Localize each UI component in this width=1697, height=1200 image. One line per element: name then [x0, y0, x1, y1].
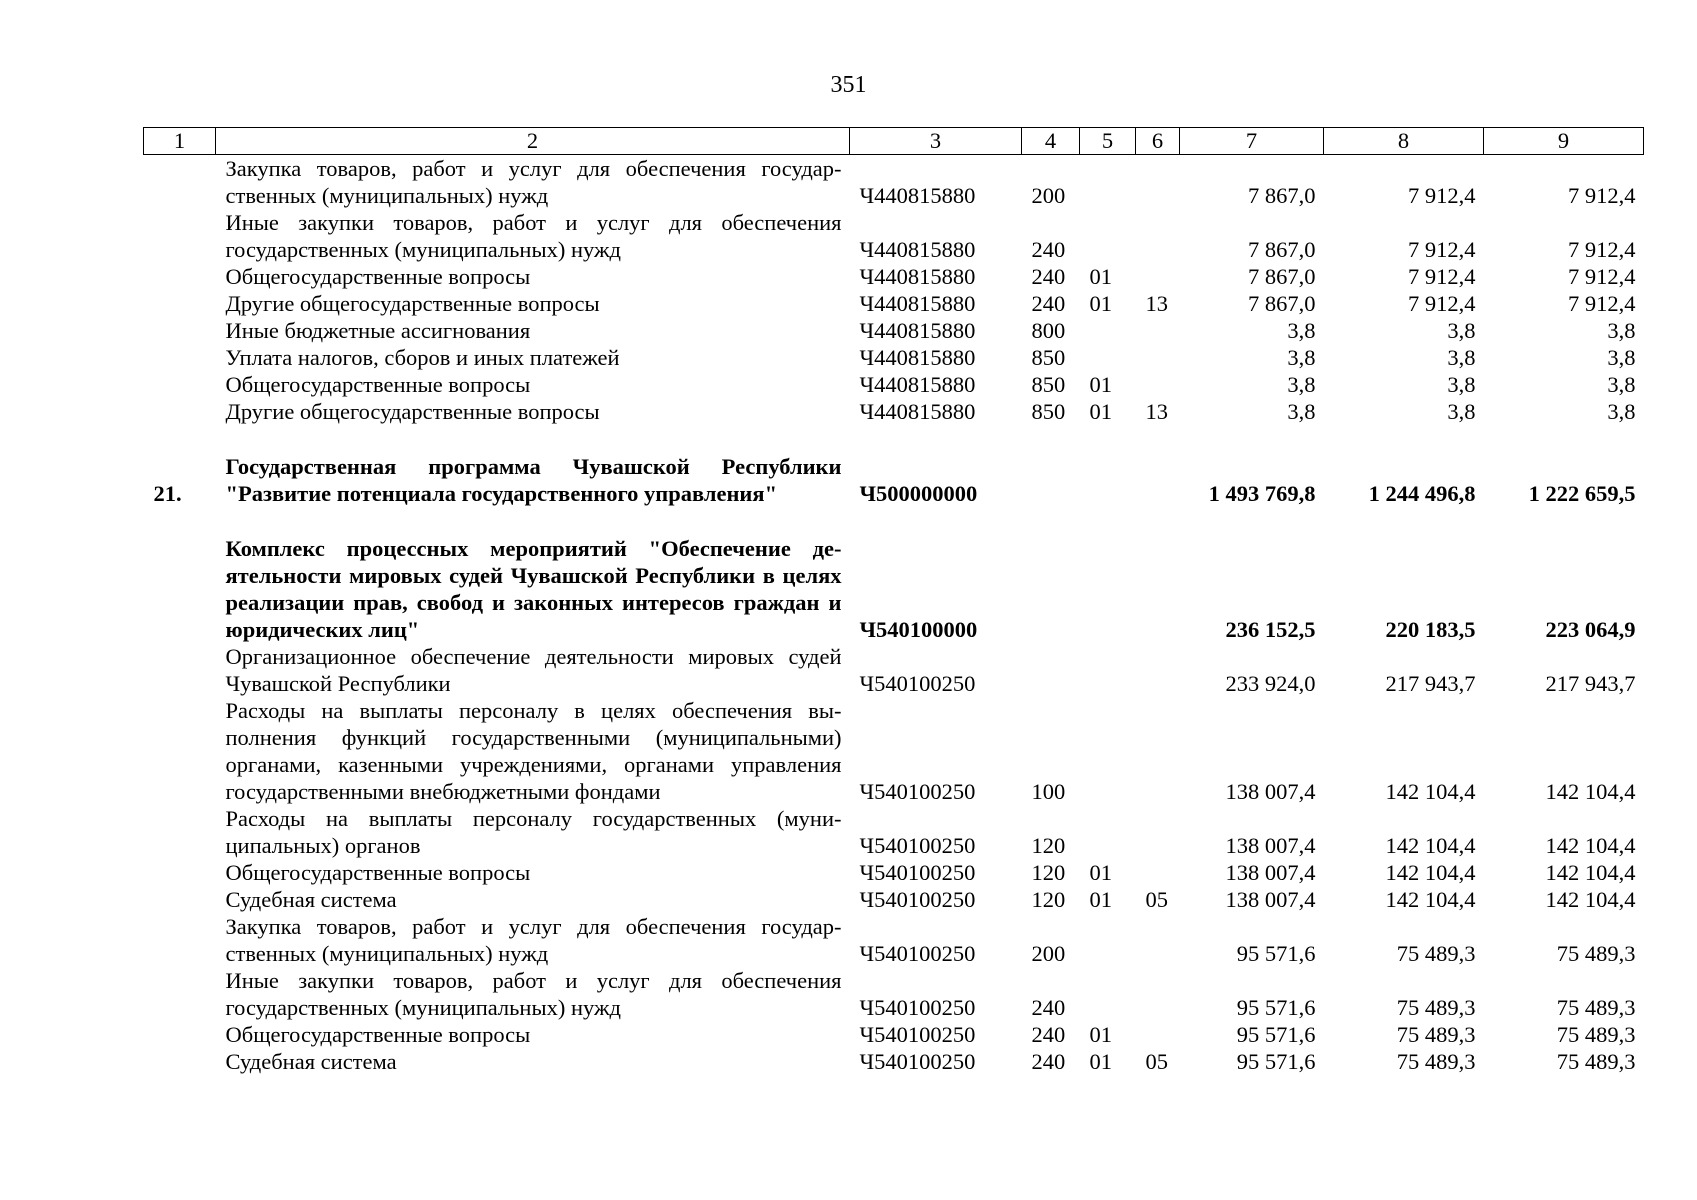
row-name: Общегосударственные вопросы — [225, 860, 531, 885]
table-row — [144, 859, 1644, 886]
amount-year-2: 220 183,5 — [1385, 617, 1476, 642]
amount-year-2: 7 912,4 — [1408, 237, 1476, 262]
subsection-code — [1136, 344, 1180, 371]
target-code: Ч440815880 — [859, 183, 976, 208]
header-col-7: 7 — [1180, 128, 1324, 155]
amount-year-2: 217 943,7 — [1385, 671, 1476, 696]
section-code — [1080, 317, 1136, 344]
target-code: Ч540100250 — [859, 671, 976, 696]
budget-table — [143, 127, 1644, 1075]
row-name: Закупка товаров, работ и услуг для обеспечения государственных (муниципальных) нужд — [225, 156, 842, 208]
amount-year-1: 233 924,0 — [1225, 671, 1316, 696]
subsection-code — [1136, 263, 1180, 290]
row-number — [144, 913, 216, 967]
amount-year-2: 7 912,4 — [1408, 183, 1476, 208]
subsection-code — [1136, 453, 1180, 507]
target-code: Ч540100250 — [859, 860, 976, 885]
amount-year-3: 3,8 — [1607, 399, 1636, 424]
table-row — [144, 371, 1644, 398]
target-code: Ч540100000 — [859, 617, 978, 642]
expense-group: 200 — [1031, 941, 1066, 966]
target-code: Ч540100250 — [859, 833, 976, 858]
row-number — [144, 1048, 216, 1075]
row-number — [144, 643, 216, 697]
row-name: Судебная система — [225, 1049, 397, 1074]
subsection-code — [1136, 967, 1180, 1021]
amount-year-3: 1 222 659,5 — [1528, 481, 1636, 506]
amount-year-2: 75 489,3 — [1396, 995, 1476, 1020]
target-code: Ч540100250 — [859, 1022, 976, 1047]
expense-group: 240 — [1031, 995, 1066, 1020]
amount-year-1: 7 867,0 — [1248, 264, 1316, 289]
subsection-code — [1136, 371, 1180, 398]
amount-year-2: 7 912,4 — [1408, 264, 1476, 289]
target-code: Ч500000000 — [859, 481, 978, 506]
subsection-code — [1136, 805, 1180, 859]
amount-year-2: 75 489,3 — [1396, 1049, 1476, 1074]
amount-year-3: 142 104,4 — [1545, 779, 1636, 804]
subsection-code: 05 — [1145, 1049, 1168, 1074]
subsection-code: 05 — [1145, 887, 1168, 912]
row-number — [144, 371, 216, 398]
amount-year-3: 142 104,4 — [1545, 860, 1636, 885]
amount-year-3: 7 912,4 — [1568, 264, 1636, 289]
amount-year-2: 3,8 — [1447, 318, 1476, 343]
table-row — [144, 967, 1644, 1021]
header-col-5: 5 — [1080, 128, 1136, 155]
amount-year-2: 142 104,4 — [1385, 860, 1476, 885]
table-row — [144, 344, 1644, 371]
section-code: 01 — [1089, 399, 1112, 424]
row-name: Уплата налогов, сборов и иных платежей — [225, 345, 620, 370]
table-body — [144, 155, 1644, 1076]
expense-group: 120 — [1031, 887, 1066, 912]
amount-year-3: 75 489,3 — [1556, 1049, 1636, 1074]
table-row — [144, 317, 1644, 344]
expense-group — [1022, 643, 1080, 697]
row-number — [144, 290, 216, 317]
page-number: 351 — [830, 72, 867, 98]
target-code: Ч540100250 — [859, 1049, 976, 1074]
section-code — [1080, 913, 1136, 967]
expense-group: 100 — [1031, 779, 1066, 804]
amount-year-2: 3,8 — [1447, 399, 1476, 424]
section-code: 01 — [1089, 1049, 1112, 1074]
row-name: Иные закупки товаров, работ и услуг для обеспечения государственных (муниципальных) нужд — [225, 968, 842, 1020]
row-name: Комплекс процессных мероприятий "Обеспечение деятельности мировых судей Чувашской Республики в целях реализации прав, свобод и законных интересов граждан и юридических лиц" — [225, 536, 842, 642]
table-row — [144, 1021, 1644, 1048]
section-code: 01 — [1089, 264, 1112, 289]
row-number — [144, 344, 216, 371]
section-code — [1080, 535, 1136, 643]
table-row — [144, 155, 1644, 210]
row-number — [144, 263, 216, 290]
amount-year-1: 3,8 — [1287, 399, 1316, 424]
section-code — [1080, 453, 1136, 507]
target-code: Ч440815880 — [859, 345, 976, 370]
section-code: 01 — [1089, 372, 1112, 397]
expense-group — [1022, 535, 1080, 643]
table-row — [144, 263, 1644, 290]
amount-year-2: 7 912,4 — [1408, 291, 1476, 316]
row-number — [144, 209, 216, 263]
table-row — [144, 209, 1644, 263]
row-name: Расходы на выплаты персоналу в целях обеспечения выполнения функций государственными (муниципальными) органами, казенными учреждениями, органами управления государственными внебюджетными фондами — [225, 698, 842, 804]
subsection-code — [1136, 317, 1180, 344]
expense-group: 240 — [1031, 237, 1066, 262]
subsection-code — [1136, 697, 1180, 805]
target-code: Ч540100250 — [859, 779, 976, 804]
section-code — [1080, 697, 1136, 805]
subsection-code — [1136, 155, 1180, 210]
section-code — [1080, 643, 1136, 697]
section-code — [1080, 155, 1136, 210]
row-name: Организационное обеспечение деятельности мировых судей Чувашской Республики — [225, 644, 842, 696]
amount-year-3: 3,8 — [1607, 345, 1636, 370]
amount-year-1: 138 007,4 — [1225, 887, 1316, 912]
subsection-code — [1136, 913, 1180, 967]
target-code: Ч440815880 — [859, 399, 976, 424]
row-number — [144, 859, 216, 886]
target-code: Ч440815880 — [859, 318, 976, 343]
table-row — [144, 805, 1644, 859]
amount-year-2: 3,8 — [1447, 372, 1476, 397]
target-code: Ч440815880 — [859, 237, 976, 262]
expense-group: 120 — [1031, 860, 1066, 885]
expense-group: 240 — [1031, 291, 1066, 316]
expense-group: 850 — [1031, 399, 1066, 424]
amount-year-2: 142 104,4 — [1385, 887, 1476, 912]
section-code: 01 — [1089, 291, 1112, 316]
row-number — [144, 967, 216, 1021]
spacer-row — [144, 425, 1644, 453]
row-number — [144, 535, 216, 643]
expense-group: 800 — [1031, 318, 1066, 343]
row-name: Судебная система — [225, 887, 397, 912]
table-row — [144, 886, 1644, 913]
subsection-code — [1136, 1021, 1180, 1048]
target-code: Ч540100250 — [859, 995, 976, 1020]
target-code: Ч540100250 — [859, 887, 976, 912]
row-name: Закупка товаров, работ и услуг для обеспечения государственных (муниципальных) нужд — [225, 914, 842, 966]
spacer-cell — [144, 507, 1644, 535]
amount-year-3: 142 104,4 — [1545, 833, 1636, 858]
row-number — [144, 155, 216, 210]
row-name: Общегосударственные вопросы — [225, 264, 531, 289]
table-row — [144, 398, 1644, 425]
row-name: Другие общегосударственные вопросы — [225, 291, 600, 316]
section-code — [1080, 805, 1136, 859]
subsection-code — [1136, 535, 1180, 643]
header-col-8: 8 — [1324, 128, 1484, 155]
expense-group: 240 — [1031, 1049, 1066, 1074]
spacer-cell — [144, 425, 1644, 453]
amount-year-2: 1 244 496,8 — [1368, 481, 1476, 506]
amount-year-3: 75 489,3 — [1556, 1022, 1636, 1047]
table-row — [144, 913, 1644, 967]
amount-year-3: 75 489,3 — [1556, 941, 1636, 966]
row-number — [144, 398, 216, 425]
amount-year-1: 7 867,0 — [1248, 237, 1316, 262]
row-number — [144, 697, 216, 805]
amount-year-3: 3,8 — [1607, 318, 1636, 343]
row-name: Другие общегосударственные вопросы — [225, 399, 600, 424]
header-col-3: 3 — [850, 128, 1022, 155]
expense-group: 240 — [1031, 264, 1066, 289]
subsection-code — [1136, 859, 1180, 886]
amount-year-1: 3,8 — [1287, 372, 1316, 397]
table-row — [144, 697, 1644, 805]
row-name: Иные бюджетные ассигнования — [225, 318, 531, 343]
amount-year-1: 138 007,4 — [1225, 833, 1316, 858]
section-code — [1080, 344, 1136, 371]
amount-year-1: 95 571,6 — [1236, 1022, 1316, 1047]
spacer-row — [144, 507, 1644, 535]
amount-year-1: 138 007,4 — [1225, 860, 1316, 885]
table-row — [144, 535, 1644, 643]
target-code: Ч540100250 — [859, 941, 976, 966]
amount-year-1: 236 152,5 — [1225, 617, 1316, 642]
expense-group: 850 — [1031, 345, 1066, 370]
amount-year-2: 75 489,3 — [1396, 1022, 1476, 1047]
row-number — [144, 1021, 216, 1048]
section-code: 01 — [1089, 860, 1112, 885]
target-code: Ч440815880 — [859, 372, 976, 397]
amount-year-1: 3,8 — [1287, 318, 1316, 343]
header-col-4: 4 — [1022, 128, 1080, 155]
section-code: 01 — [1089, 1022, 1112, 1047]
amount-year-3: 75 489,3 — [1556, 995, 1636, 1020]
header-col-2: 2 — [216, 128, 850, 155]
amount-year-3: 7 912,4 — [1568, 183, 1636, 208]
header-col-6: 6 — [1136, 128, 1180, 155]
amount-year-3: 217 943,7 — [1545, 671, 1636, 696]
amount-year-2: 142 104,4 — [1385, 779, 1476, 804]
amount-year-3: 7 912,4 — [1568, 291, 1636, 316]
section-code: 01 — [1089, 887, 1112, 912]
expense-group: 850 — [1031, 372, 1066, 397]
amount-year-1: 3,8 — [1287, 345, 1316, 370]
row-name: Общегосударственные вопросы — [225, 372, 531, 397]
row-name: Иные закупки товаров, работ и услуг для обеспечения государственных (муниципальных) нужд — [225, 210, 842, 262]
amount-year-3: 3,8 — [1607, 372, 1636, 397]
row-number — [144, 805, 216, 859]
table-row — [144, 1048, 1644, 1075]
amount-year-1: 7 867,0 — [1248, 183, 1316, 208]
table-row — [144, 453, 1644, 507]
amount-year-1: 95 571,6 — [1236, 995, 1316, 1020]
amount-year-1: 7 867,0 — [1248, 291, 1316, 316]
expense-group: 120 — [1031, 833, 1066, 858]
target-code: Ч440815880 — [859, 264, 976, 289]
subsection-code — [1136, 643, 1180, 697]
row-number — [144, 886, 216, 913]
expense-group — [1022, 453, 1080, 507]
section-code — [1080, 209, 1136, 263]
row-number — [144, 317, 216, 344]
expense-group: 200 — [1031, 183, 1066, 208]
header-col-9: 9 — [1484, 128, 1644, 155]
amount-year-2: 75 489,3 — [1396, 941, 1476, 966]
amount-year-1: 95 571,6 — [1236, 941, 1316, 966]
row-name: Общегосударственные вопросы — [225, 1022, 531, 1047]
amount-year-2: 142 104,4 — [1385, 833, 1476, 858]
subsection-code: 13 — [1145, 399, 1168, 424]
row-name: Государственная программа Чувашской Республики "Развитие потенциала государственного управления" — [225, 454, 842, 506]
amount-year-1: 1 493 769,8 — [1208, 481, 1316, 506]
section-code — [1080, 967, 1136, 1021]
table-row — [144, 643, 1644, 697]
table-header-row — [144, 128, 1644, 155]
row-name: Расходы на выплаты персоналу государственных (муниципальных) органов — [225, 806, 842, 858]
subsection-code: 13 — [1145, 291, 1168, 316]
amount-year-2: 3,8 — [1447, 345, 1476, 370]
row-number: 21. — [153, 481, 182, 506]
amount-year-1: 138 007,4 — [1225, 779, 1316, 804]
amount-year-3: 142 104,4 — [1545, 887, 1636, 912]
table-row — [144, 290, 1644, 317]
amount-year-3: 7 912,4 — [1568, 237, 1636, 262]
subsection-code — [1136, 209, 1180, 263]
header-col-1: 1 — [144, 128, 216, 155]
amount-year-1: 95 571,6 — [1236, 1049, 1316, 1074]
amount-year-3: 223 064,9 — [1545, 617, 1636, 642]
expense-group: 240 — [1031, 1022, 1066, 1047]
target-code: Ч440815880 — [859, 291, 976, 316]
